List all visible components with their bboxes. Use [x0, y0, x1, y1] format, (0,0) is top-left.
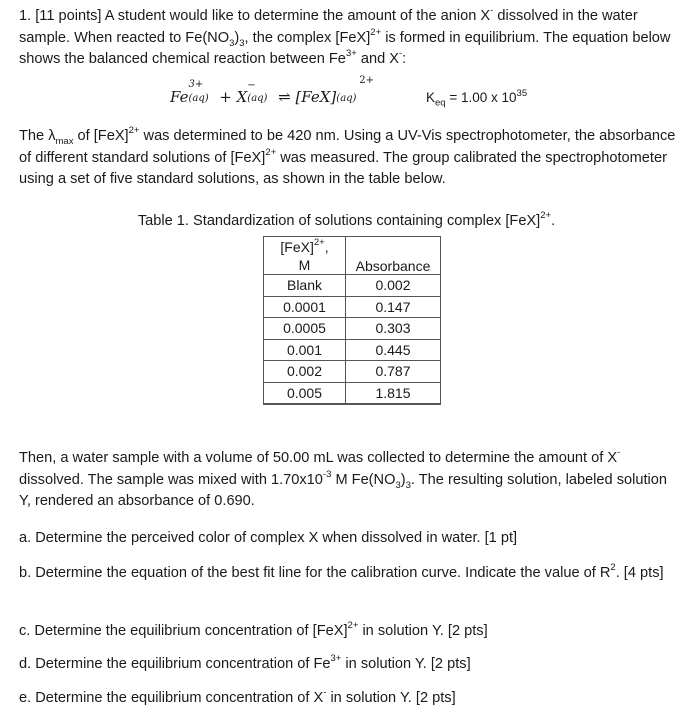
header-text: ,	[324, 239, 329, 255]
table-row	[264, 382, 441, 404]
para-text: )	[400, 471, 406, 488]
caption-text: .	[551, 213, 556, 229]
exponent: 2	[610, 562, 616, 574]
eq-fe-sub: (aq)	[188, 93, 209, 104]
header-text: [FeX]	[280, 239, 314, 255]
question-a	[19, 528, 679, 550]
header-absorbance	[346, 237, 441, 275]
para-text: . The resulting solution, labeled solution Y, rendered an absorbance of 0.690.	[19, 471, 668, 510]
header-unit: M	[298, 257, 311, 273]
question-text: in solution Y. [2 pts]	[362, 623, 488, 639]
anion-charge: -	[617, 447, 621, 459]
eq-complex-sup: 2+	[359, 75, 375, 86]
fe-charge: 3+	[330, 653, 342, 665]
keq-sub: eq	[435, 97, 446, 109]
standardization-table	[263, 236, 441, 405]
fe-charge: 3+	[345, 48, 357, 60]
equilibrium-constant	[426, 87, 528, 109]
para-text: The λ	[19, 128, 56, 144]
complex-charge: 2+	[370, 26, 382, 38]
question-text: . [4 pts]	[615, 565, 664, 581]
intro-text: and X	[360, 51, 399, 68]
table-header-row	[264, 237, 441, 275]
question-text: in solution Y. [2 pts]	[345, 656, 471, 672]
cell-concentration: 0.001	[264, 339, 346, 361]
eq-x: X	[236, 88, 248, 106]
table-row	[264, 361, 441, 383]
eq-plus: +	[219, 88, 232, 106]
para-text: M Fe(NO	[335, 471, 396, 488]
question-text: in solution Y. [2 pts]	[330, 690, 456, 706]
cell-absorbance: 0.002	[346, 275, 441, 297]
cell-concentration: Blank	[264, 275, 346, 297]
subscript: 3	[395, 479, 401, 491]
anion-charge: -	[490, 5, 494, 17]
para-text: of [FeX]	[77, 128, 129, 144]
complex-charge: 2+	[347, 620, 359, 632]
cell-absorbance: 0.445	[346, 339, 441, 361]
question-b	[19, 563, 679, 585]
para-text: was determined to be 420 nm. Using a UV-Vis spectrophotometer, the absorbance of different standard solutions of [FeX]	[19, 128, 676, 166]
keq-value: = 1.00 x 10	[449, 90, 517, 105]
eq-fe-sup: 3+	[188, 79, 204, 90]
intro-text: A student would like to determine the amount of the anion X	[104, 8, 491, 24]
subscript: 3	[239, 37, 245, 49]
sample-paragraph	[19, 448, 679, 513]
table-row	[264, 275, 441, 297]
eq-complex-sub: (aq)	[336, 93, 357, 104]
complex-charge: 2+	[128, 125, 140, 137]
intro-text: )	[234, 29, 240, 46]
eq-fe: Fe	[170, 88, 189, 106]
complex-charge: 2+	[313, 237, 325, 249]
complex-charge: 2+	[265, 146, 277, 158]
question-text: a. Determine the perceived color of complex X when dissolved in water. [1 pt]	[19, 530, 518, 546]
exponent: -3	[322, 468, 332, 480]
cell-absorbance: 0.147	[346, 296, 441, 318]
eq-x-sub: (aq)	[247, 93, 268, 104]
equation-formula	[170, 75, 375, 106]
equilibrium-arrow-icon: ⇌	[278, 88, 291, 106]
para-text: dissolved. The sample was mixed with 1.70x10	[19, 471, 323, 488]
intro-text: is formed in equilibrium. The equation below shows the balanced chemical reaction between Fe	[19, 29, 671, 68]
question-d	[19, 654, 679, 676]
para-text: was measured. The group calibrated the spectrophotometer using a set of five standard solutions, as shown in the table below.	[19, 149, 667, 188]
problem-number: 1.	[19, 8, 32, 24]
question-e	[19, 688, 679, 710]
cell-absorbance: 0.303	[346, 318, 441, 340]
question-c	[19, 621, 679, 643]
header-concentration	[264, 237, 346, 275]
intro-text: :	[402, 51, 407, 68]
cell-absorbance: 0.787	[346, 361, 441, 383]
problem-points: [11 points]	[35, 8, 102, 24]
question-text: d. Determine the equilibrium concentration of Fe	[19, 656, 331, 672]
cell-concentration: 0.0005	[264, 318, 346, 340]
keq-exponent: 35	[516, 87, 528, 99]
header-text: Absorbance	[355, 258, 431, 274]
cell-absorbance: 1.815	[346, 382, 441, 404]
eq-x-sup: −	[247, 80, 256, 91]
anion-charge: -	[323, 687, 327, 699]
table-row	[264, 296, 441, 318]
intro-text: , the complex [FeX]	[244, 29, 371, 46]
question-text: b. Determine the equation of the best fit line for the calibration curve. Indicate the value of R	[19, 565, 611, 581]
table-caption	[0, 210, 693, 229]
para-text: Then, a water sample with a volume of 50.00 mL was collected to determine the amount of X	[19, 450, 618, 466]
anion-charge: -	[398, 48, 403, 60]
reaction-equation	[170, 75, 650, 114]
caption-text: Table 1. Standardization of solutions containing complex [FeX]	[137, 213, 541, 229]
cell-concentration: 0.005	[264, 382, 346, 404]
problem-intro	[19, 6, 679, 71]
table-row	[264, 318, 441, 340]
cell-concentration: 0.0001	[264, 296, 346, 318]
keq-label: K	[426, 90, 436, 105]
complex-charge: 2+	[540, 210, 552, 222]
lambda-max-paragraph	[19, 126, 679, 191]
table-row	[264, 339, 441, 361]
intro-text: dissolved in the water sample. When reacted to Fe(NO	[19, 8, 638, 46]
question-text: e. Determine the equilibrium concentration of X	[19, 690, 324, 706]
eq-complex: [FeX]	[295, 88, 337, 106]
subscript: 3	[405, 479, 411, 491]
subscript: max	[55, 135, 74, 147]
subscript: 3	[229, 37, 235, 49]
question-text: c. Determine the equilibrium concentration of [FeX]	[19, 623, 348, 639]
cell-concentration: 0.002	[264, 361, 346, 383]
